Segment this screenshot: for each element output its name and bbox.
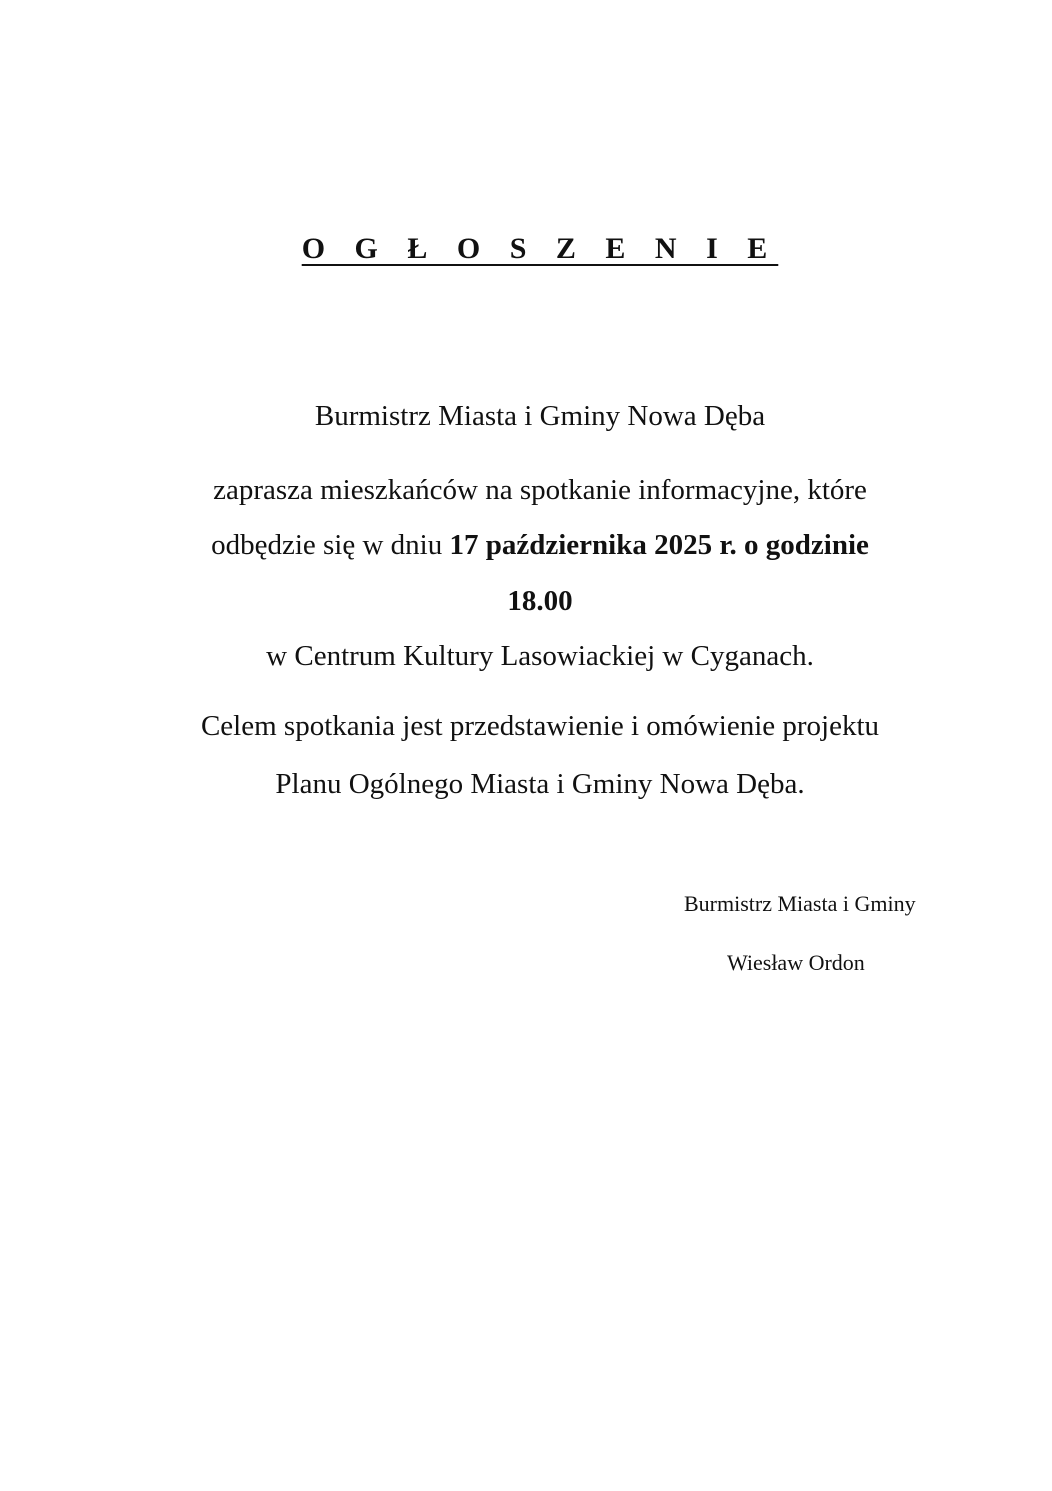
purpose-line-1: Celem spotkania jest przedstawienie i omówienie projektu [200,710,880,742]
meeting-date: 17 października 2025 r. o godzinie [449,529,869,561]
date-prefix: odbędzie się w dniu [211,529,450,561]
signature-name: Wiesław Ordon [727,950,865,975]
signature-role: Burmistrz Miasta i Gminy [684,891,916,916]
purpose-line-2: Planu Ogólnego Miasta i Gminy Nowa Dęba. [275,768,805,800]
invite-line: zaprasza mieszkańców na spotkanie informacyjne, które [213,474,867,506]
meeting-time: 18.00 [507,585,573,617]
document-title [0,225,1052,273]
date-line [0,525,1052,565]
issuer-line: Burmistrz Miasta i Gminy Nowa Dęba [314,400,766,432]
location-line: w Centrum Kultury Lasowiackiej w Cyganach. [266,640,814,672]
document-title-text: O G Ł O S Z E N I E [301,232,779,265]
